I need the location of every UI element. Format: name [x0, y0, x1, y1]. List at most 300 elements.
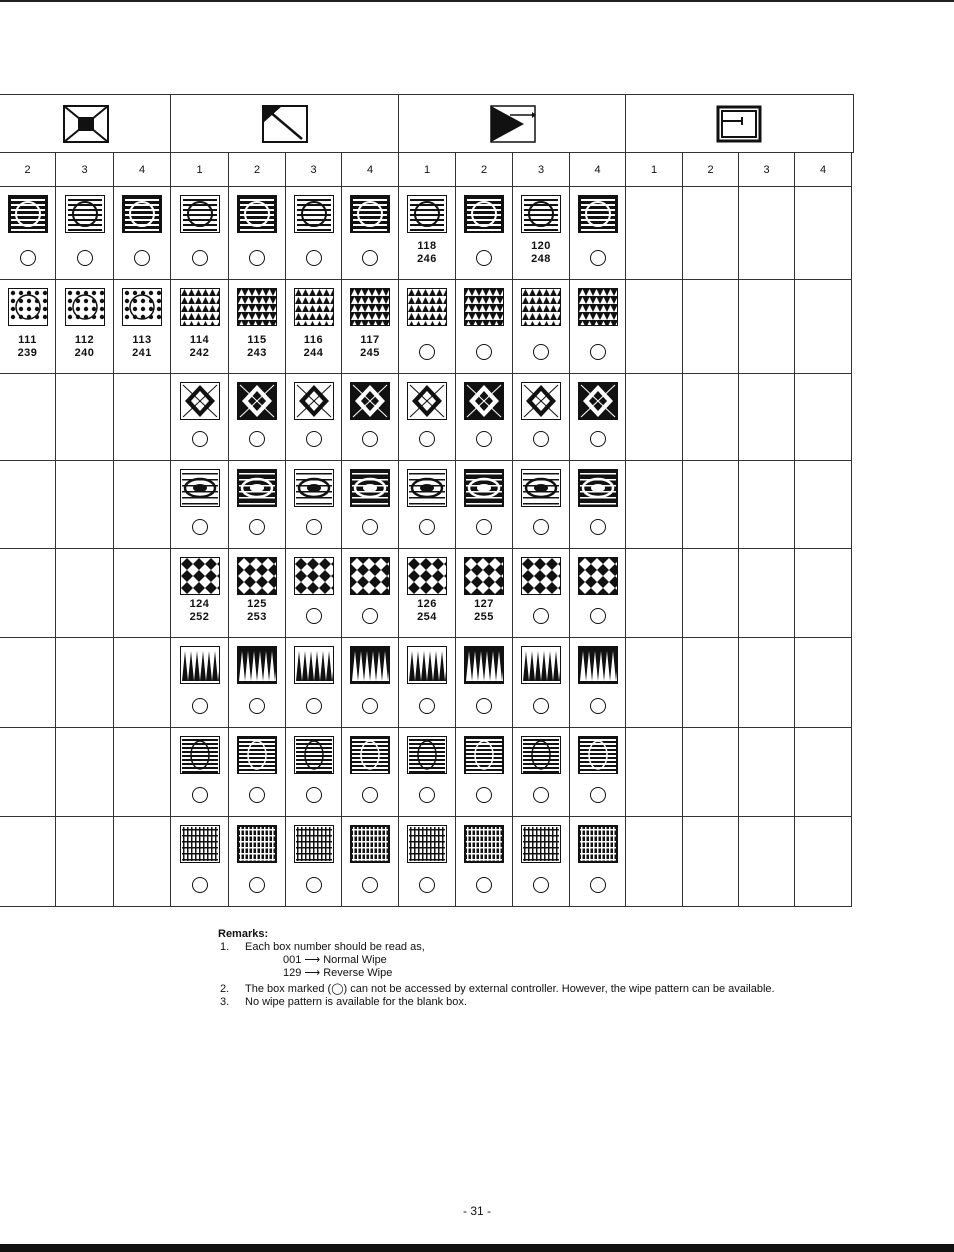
table-cell — [114, 280, 171, 374]
not-accessible-circle-mark — [533, 519, 549, 535]
wipe-pattern-thumbnail — [237, 195, 277, 233]
wipe-pattern-thumbnail — [294, 557, 334, 595]
table-cell — [171, 728, 229, 817]
not-accessible-circle-mark — [249, 519, 265, 535]
table-cell — [399, 280, 456, 374]
table-cell — [0, 549, 56, 638]
table-cell — [795, 187, 852, 280]
not-accessible-circle-mark — [476, 787, 492, 803]
header-group-1 — [0, 94, 171, 153]
wipe-pattern-thumbnail — [350, 195, 390, 233]
wipe-pattern-thumbnail — [237, 736, 277, 774]
table-cell — [229, 187, 286, 280]
column-number: 4 — [795, 153, 852, 187]
table-cell — [626, 549, 683, 638]
column-number: 1 — [171, 153, 229, 187]
not-accessible-circle-mark — [20, 250, 36, 266]
table-cell — [171, 461, 229, 549]
table-cell — [171, 817, 229, 907]
wipe-pattern-thumbnail — [521, 469, 561, 507]
column-number: 2 — [683, 153, 739, 187]
not-accessible-circle-mark — [590, 787, 606, 803]
table-cell — [456, 728, 513, 817]
box-number-reverse: 244 — [303, 347, 324, 359]
wipe-pattern-thumbnail — [237, 557, 277, 595]
table-cell — [739, 374, 795, 461]
not-accessible-circle-mark — [590, 519, 606, 535]
table-cell — [342, 817, 399, 907]
table-cell — [286, 374, 342, 461]
box-number-reverse: 245 — [360, 347, 380, 359]
table-cell — [114, 817, 171, 907]
table-cell — [626, 728, 683, 817]
table-cell — [399, 374, 456, 461]
wipe-pattern-thumbnail — [180, 825, 220, 863]
remark-3-number: 3. — [220, 996, 230, 1008]
wipe-pattern-thumbnail — [294, 646, 334, 684]
wipe-pattern-thumbnail — [578, 382, 618, 420]
wipe-pattern-thumbnail — [180, 469, 220, 507]
wipe-pattern-thumbnail — [180, 736, 220, 774]
box-number-reverse: 253 — [247, 611, 267, 623]
wipe-pattern-thumbnail — [237, 469, 277, 507]
wipe-pattern-thumbnail — [350, 288, 390, 326]
column-number: 3 — [286, 153, 342, 187]
table-cell — [114, 187, 171, 280]
box-number: 126 — [417, 598, 437, 610]
table-cell — [56, 280, 114, 374]
remarks-section — [218, 928, 775, 1009]
table-cell — [570, 728, 626, 817]
wipe-pattern-thumbnail — [464, 382, 504, 420]
table-cell — [626, 374, 683, 461]
table-cell — [795, 280, 852, 374]
table-cell — [456, 817, 513, 907]
table-cell — [399, 549, 456, 638]
not-accessible-circle-mark — [590, 431, 606, 447]
wipe-box-center-icon — [63, 105, 109, 148]
not-accessible-circle-mark — [590, 250, 606, 266]
table-cell — [570, 549, 626, 638]
box-number-reverse: 246 — [417, 253, 437, 265]
table-cell — [683, 280, 739, 374]
table-cell — [171, 280, 229, 374]
table-cell — [570, 187, 626, 280]
table-cell — [399, 187, 456, 280]
table-cell — [739, 728, 795, 817]
box-number: 114 — [189, 334, 210, 346]
table-cell — [229, 280, 286, 374]
box-number-reverse: 252 — [189, 611, 210, 623]
table-cell — [513, 638, 570, 728]
table-cell — [739, 280, 795, 374]
not-accessible-circle-mark — [419, 431, 435, 447]
table-cell — [399, 638, 456, 728]
box-number: 113 — [132, 334, 152, 346]
table-cell — [171, 638, 229, 728]
wipe-pattern-thumbnail — [294, 736, 334, 774]
table-cell — [286, 461, 342, 549]
top-rule — [0, 0, 954, 2]
wipe-pattern-thumbnail — [180, 288, 220, 326]
wipe-pattern-thumbnail — [521, 736, 561, 774]
table-cell — [56, 817, 114, 907]
column-number: 2 — [0, 153, 56, 187]
not-accessible-circle-mark — [192, 519, 208, 535]
wipe-pattern-thumbnail — [294, 382, 334, 420]
remark-1-number: 1. — [220, 941, 230, 953]
not-accessible-circle-mark — [362, 431, 378, 447]
table-cell — [399, 728, 456, 817]
not-accessible-circle-mark — [362, 250, 378, 266]
column-number: 1 — [399, 153, 456, 187]
table-cell — [795, 728, 852, 817]
box-number: 124 — [189, 598, 210, 610]
not-accessible-circle-mark — [590, 698, 606, 714]
remark-1-example-reverse: 129 ⟶ Reverse Wipe — [283, 967, 393, 979]
not-accessible-circle-mark — [476, 431, 492, 447]
not-accessible-circle-mark — [419, 344, 435, 360]
wipe-frame-corner-icon — [716, 105, 762, 148]
wipe-pattern-thumbnail — [407, 736, 447, 774]
not-accessible-circle-mark — [476, 250, 492, 266]
wipe-pattern-thumbnail — [350, 382, 390, 420]
not-accessible-circle-mark — [249, 431, 265, 447]
wipe-pattern-thumbnail — [180, 382, 220, 420]
wipe-pattern-thumbnail — [237, 382, 277, 420]
not-accessible-circle-mark — [249, 877, 265, 893]
not-accessible-circle-mark — [306, 698, 322, 714]
wipe-pattern-thumbnail — [464, 469, 504, 507]
box-number: 127 — [474, 598, 494, 610]
wipe-pattern-thumbnail — [237, 825, 277, 863]
not-accessible-circle-mark — [533, 608, 549, 624]
wipe-pattern-thumbnail — [180, 646, 220, 684]
remark-2-number: 2. — [220, 983, 230, 995]
table-cell — [114, 728, 171, 817]
wipe-pattern-thumbnail — [521, 382, 561, 420]
table-cell — [513, 187, 570, 280]
not-accessible-circle-mark — [192, 431, 208, 447]
table-cell — [286, 638, 342, 728]
table-cell — [683, 187, 739, 280]
table-cell — [683, 638, 739, 728]
column-number: 4 — [342, 153, 399, 187]
table-cell — [739, 461, 795, 549]
not-accessible-circle-mark — [533, 698, 549, 714]
table-cell — [795, 549, 852, 638]
not-accessible-circle-mark — [77, 250, 93, 266]
table-cell — [513, 549, 570, 638]
box-number-reverse: 255 — [474, 611, 494, 623]
table-cell — [513, 280, 570, 374]
not-accessible-circle-mark — [306, 250, 322, 266]
table-cell — [286, 728, 342, 817]
table-cell — [399, 461, 456, 549]
not-accessible-circle-mark — [419, 877, 435, 893]
table-cell — [56, 728, 114, 817]
table-cell — [456, 187, 513, 280]
wipe-pattern-thumbnail — [578, 557, 618, 595]
table-cell — [399, 817, 456, 907]
not-accessible-circle-mark — [419, 787, 435, 803]
column-number: 3 — [739, 153, 795, 187]
table-cell — [0, 638, 56, 728]
table-cell — [286, 280, 342, 374]
wipe-pattern-thumbnail — [180, 557, 220, 595]
table-cell — [626, 187, 683, 280]
table-cell — [114, 638, 171, 728]
not-accessible-circle-mark — [362, 608, 378, 624]
table-cell — [683, 374, 739, 461]
table-cell — [513, 461, 570, 549]
not-accessible-circle-mark — [192, 877, 208, 893]
table-cell — [56, 461, 114, 549]
not-accessible-circle-mark — [192, 698, 208, 714]
box-number: 115 — [247, 334, 267, 346]
not-accessible-circle-mark — [419, 698, 435, 714]
not-accessible-circle-mark — [306, 431, 322, 447]
table-cell — [56, 187, 114, 280]
table-cell — [795, 638, 852, 728]
header-group-2 — [171, 94, 399, 153]
table-cell — [342, 549, 399, 638]
table-cell — [513, 374, 570, 461]
wipe-pattern-thumbnail — [521, 288, 561, 326]
wipe-pattern-thumbnail — [464, 825, 504, 863]
wipe-pattern-thumbnail — [407, 646, 447, 684]
box-number-reverse: 242 — [189, 347, 210, 359]
box-number-reverse: 241 — [132, 347, 152, 359]
table-cell — [0, 817, 56, 907]
table-cell — [114, 374, 171, 461]
table-cell — [795, 374, 852, 461]
table-cell — [342, 187, 399, 280]
wipe-pattern-thumbnail — [578, 825, 618, 863]
table-cell — [570, 817, 626, 907]
wipe-pattern-thumbnail — [578, 469, 618, 507]
table-cell — [342, 461, 399, 549]
wipe-pattern-thumbnail — [521, 825, 561, 863]
table-cell — [739, 638, 795, 728]
table-cell — [342, 374, 399, 461]
not-accessible-circle-mark — [533, 877, 549, 893]
column-number: 4 — [570, 153, 626, 187]
column-number: 3 — [56, 153, 114, 187]
wipe-pattern-thumbnail — [350, 469, 390, 507]
table-cell — [229, 374, 286, 461]
box-number: 117 — [360, 334, 380, 346]
box-number-reverse: 243 — [247, 347, 267, 359]
wipe-pattern-thumbnail — [350, 736, 390, 774]
wipe-pattern-thumbnail — [464, 646, 504, 684]
table-cell — [286, 817, 342, 907]
wipe-pattern-thumbnail — [407, 825, 447, 863]
bottom-rule — [0, 1244, 954, 1252]
not-accessible-circle-mark — [134, 250, 150, 266]
wipe-pattern-thumbnail — [578, 288, 618, 326]
column-number: 2 — [456, 153, 513, 187]
table-cell — [683, 461, 739, 549]
wipe-pattern-thumbnail — [578, 195, 618, 233]
table-cell — [229, 549, 286, 638]
box-number: 112 — [74, 334, 95, 346]
not-accessible-circle-mark — [306, 877, 322, 893]
not-accessible-circle-mark — [362, 877, 378, 893]
remark-1-text: Each box number should be read as, — [245, 941, 425, 953]
page-number: - 31 - — [462, 1204, 491, 1218]
not-accessible-circle-mark — [590, 344, 606, 360]
table-cell — [570, 374, 626, 461]
table-cell — [114, 549, 171, 638]
table-cell — [626, 280, 683, 374]
not-accessible-circle-mark — [590, 877, 606, 893]
column-number: 1 — [626, 153, 683, 187]
header-group-4 — [626, 94, 854, 153]
table-cell — [229, 638, 286, 728]
wipe-right-arrow-icon — [490, 105, 536, 148]
wipe-pattern-thumbnail — [464, 736, 504, 774]
table-cell — [229, 728, 286, 817]
not-accessible-circle-mark — [192, 787, 208, 803]
not-accessible-circle-mark — [476, 519, 492, 535]
wipe-pattern-thumbnail — [407, 195, 447, 233]
not-accessible-circle-mark — [362, 787, 378, 803]
remark-1-example-normal: 001 ⟶ Normal Wipe — [283, 954, 387, 966]
table-cell — [56, 374, 114, 461]
table-cell — [456, 549, 513, 638]
column-number: 2 — [229, 153, 286, 187]
box-number: 120 — [531, 240, 551, 252]
table-cell — [626, 638, 683, 728]
table-cell — [286, 187, 342, 280]
table-cell — [0, 280, 56, 374]
not-accessible-circle-mark — [249, 787, 265, 803]
wipe-pattern-thumbnail — [294, 288, 334, 326]
not-accessible-circle-mark — [533, 431, 549, 447]
wipe-pattern-thumbnail — [65, 288, 105, 326]
table-cell — [513, 728, 570, 817]
box-number: 111 — [18, 334, 37, 346]
table-cell — [229, 817, 286, 907]
table-cell — [456, 280, 513, 374]
table-cell — [286, 549, 342, 638]
table-cell — [626, 817, 683, 907]
table-cell — [56, 638, 114, 728]
not-accessible-circle-mark — [306, 787, 322, 803]
wipe-pattern-thumbnail — [578, 736, 618, 774]
not-accessible-circle-mark — [476, 877, 492, 893]
table-cell — [456, 461, 513, 549]
not-accessible-circle-mark — [533, 787, 549, 803]
wipe-pattern-thumbnail — [464, 557, 504, 595]
not-accessible-circle-mark — [249, 250, 265, 266]
box-number: 118 — [417, 240, 437, 252]
table-cell — [683, 728, 739, 817]
column-number: 4 — [114, 153, 171, 187]
not-accessible-circle-mark — [306, 519, 322, 535]
table-cell — [795, 461, 852, 549]
table-cell — [795, 817, 852, 907]
table-cell — [570, 638, 626, 728]
table-cell — [0, 187, 56, 280]
table-cell — [513, 817, 570, 907]
not-accessible-circle-mark — [192, 250, 208, 266]
remarks-title: Remarks: — [218, 928, 269, 940]
wipe-pattern-thumbnail — [521, 557, 561, 595]
not-accessible-circle-mark — [249, 698, 265, 714]
box-number: 125 — [247, 598, 267, 610]
wipe-pattern-thumbnail — [350, 646, 390, 684]
box-number-reverse: 248 — [531, 253, 551, 265]
table-cell — [739, 187, 795, 280]
wipe-pattern-thumbnail — [350, 825, 390, 863]
wipe-pattern-thumbnail — [407, 557, 447, 595]
box-number: 116 — [303, 334, 324, 346]
table-cell — [456, 374, 513, 461]
table-cell — [683, 817, 739, 907]
wipe-pattern-thumbnail — [464, 288, 504, 326]
wipe-pattern-thumbnail — [180, 195, 220, 233]
table-cell — [683, 549, 739, 638]
table-cell — [739, 549, 795, 638]
table-cell — [114, 461, 171, 549]
table-cell — [171, 374, 229, 461]
table-cell — [0, 374, 56, 461]
column-number: 3 — [513, 153, 570, 187]
table-cell — [0, 461, 56, 549]
box-number-reverse: 240 — [74, 347, 95, 359]
wipe-pattern-thumbnail — [350, 557, 390, 595]
box-number-reverse: 254 — [417, 611, 437, 623]
table-cell — [626, 461, 683, 549]
table-cell — [342, 728, 399, 817]
box-number-reverse: 239 — [17, 347, 38, 359]
wipe-corner-diagonal-icon — [262, 105, 308, 148]
wipe-pattern-thumbnail — [294, 195, 334, 233]
table-cell — [570, 280, 626, 374]
wipe-pattern-thumbnail — [237, 646, 277, 684]
table-cell — [570, 461, 626, 549]
remark-2-text: The box marked (◯) can not be accessed by external controller. However, the wipe pattern can be available. — [245, 983, 775, 995]
not-accessible-circle-mark — [419, 519, 435, 535]
table-cell — [456, 638, 513, 728]
table-cell — [229, 461, 286, 549]
wipe-pattern-thumbnail — [237, 288, 277, 326]
wipe-pattern-thumbnail — [407, 288, 447, 326]
not-accessible-circle-mark — [362, 519, 378, 535]
table-cell — [171, 549, 229, 638]
not-accessible-circle-mark — [476, 344, 492, 360]
wipe-pattern-thumbnail — [521, 646, 561, 684]
wipe-pattern-thumbnail — [464, 195, 504, 233]
wipe-pattern-thumbnail — [407, 382, 447, 420]
wipe-pattern-thumbnail — [122, 288, 162, 326]
wipe-pattern-thumbnail — [407, 469, 447, 507]
wipe-pattern-thumbnail — [578, 646, 618, 684]
table-cell — [342, 280, 399, 374]
not-accessible-circle-mark — [476, 698, 492, 714]
table-cell — [342, 638, 399, 728]
wipe-pattern-thumbnail — [294, 825, 334, 863]
table-cell — [56, 549, 114, 638]
header-group-3 — [399, 94, 626, 153]
not-accessible-circle-mark — [306, 608, 322, 624]
wipe-pattern-thumbnail — [8, 288, 48, 326]
table-cell — [739, 817, 795, 907]
not-accessible-circle-mark — [533, 344, 549, 360]
table-cell — [171, 187, 229, 280]
